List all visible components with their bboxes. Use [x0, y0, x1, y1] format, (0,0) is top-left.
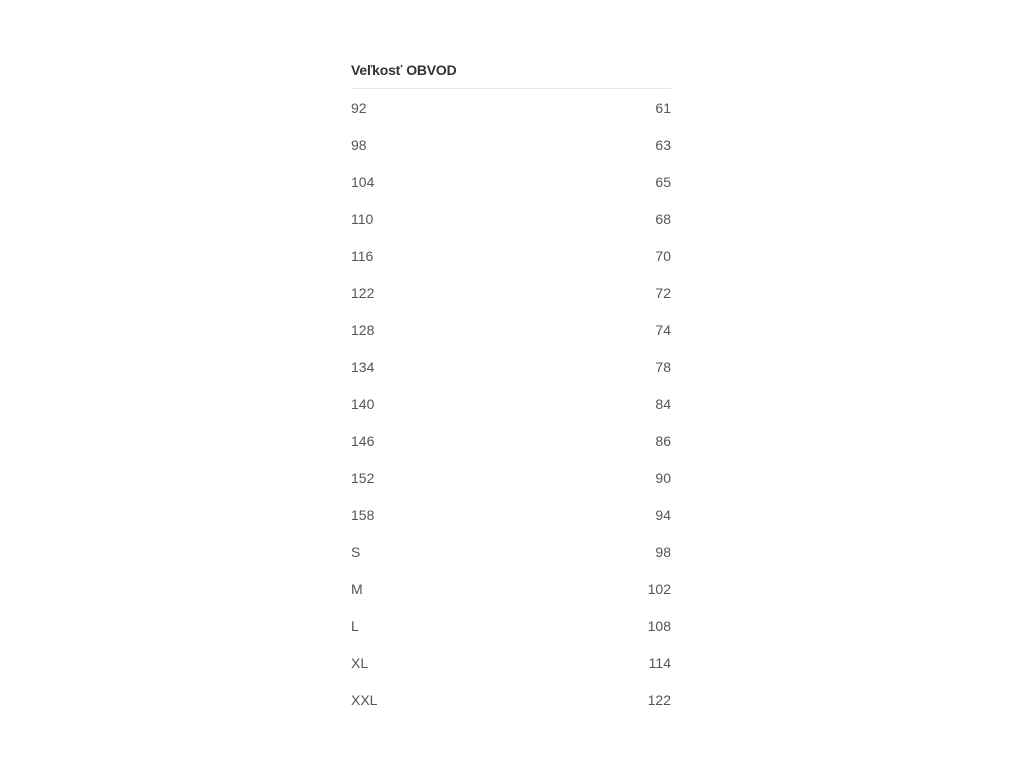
size-cell: 152: [351, 469, 375, 486]
table-row: [351, 311, 671, 348]
circumference-cell: 102: [647, 580, 671, 597]
size-cell: 122: [351, 284, 375, 301]
size-cell: 104: [351, 173, 375, 190]
size-cell: 158: [351, 506, 375, 523]
table-row: [351, 533, 671, 570]
size-cell: XL: [351, 654, 369, 671]
circumference-cell: 84: [655, 395, 671, 412]
circumference-cell: 98: [655, 543, 671, 560]
size-cell: 92: [351, 99, 367, 116]
table-row: [351, 163, 671, 200]
circumference-cell: 122: [647, 691, 671, 708]
table-row: [351, 570, 671, 607]
circumference-cell: 74: [655, 321, 671, 338]
size-cell: 134: [351, 358, 375, 375]
circumference-cell: 61: [655, 99, 671, 116]
table-row: [351, 200, 671, 237]
table-row: [351, 607, 671, 644]
size-cell: 128: [351, 321, 375, 338]
table-body: [351, 89, 671, 718]
table-header: [351, 52, 671, 89]
table-row: [351, 274, 671, 311]
size-cell: 98: [351, 136, 367, 153]
table-row: [351, 459, 671, 496]
table-row: [351, 385, 671, 422]
table-row: [351, 348, 671, 385]
size-cell: 140: [351, 395, 375, 412]
circumference-cell: 78: [655, 358, 671, 375]
circumference-cell: 63: [655, 136, 671, 153]
circumference-cell: 70: [655, 247, 671, 264]
size-cell: 116: [351, 247, 374, 264]
size-cell: S: [351, 543, 361, 560]
circumference-cell: 65: [655, 173, 671, 190]
circumference-cell: 90: [655, 469, 671, 486]
table-row: [351, 681, 671, 718]
table-row: [351, 89, 671, 126]
circumference-cell: 114: [648, 654, 671, 671]
table-row: [351, 126, 671, 163]
table-row: [351, 644, 671, 681]
circumference-cell: 68: [655, 210, 671, 227]
size-cell: M: [351, 580, 363, 597]
size-cell: 110: [351, 210, 374, 227]
size-table: [351, 52, 671, 718]
table-row: [351, 496, 671, 533]
table-row: [351, 422, 671, 459]
circumference-cell: 108: [647, 617, 671, 634]
circumference-cell: 86: [655, 432, 671, 449]
size-column-header: Veľkosť: [351, 62, 403, 78]
size-cell: XXL: [351, 691, 378, 708]
circumference-column-header: OBVOD: [406, 62, 457, 78]
circumference-cell: 94: [655, 506, 671, 523]
size-cell: 146: [351, 432, 375, 449]
table-row: [351, 237, 671, 274]
circumference-cell: 72: [655, 284, 671, 301]
size-cell: L: [351, 617, 359, 634]
